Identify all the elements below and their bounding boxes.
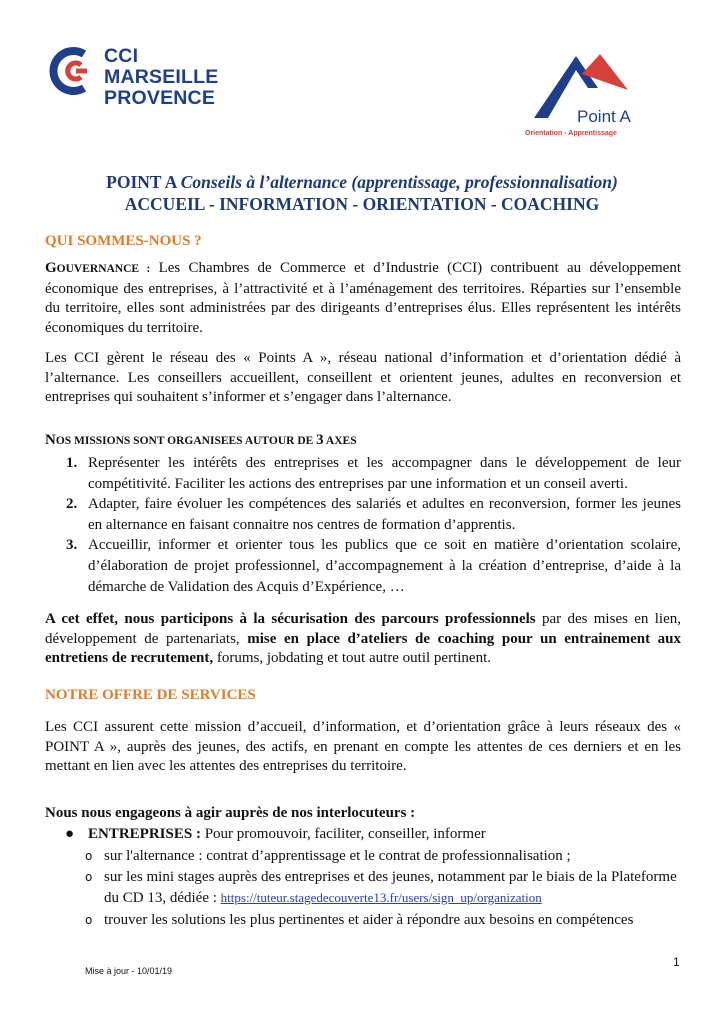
- section-heading-offre-services: NOTRE OFFRE DE SERVICES: [45, 687, 256, 703]
- bullet-entreprises-desc: Pour promouvoir, faciliter, conseiller, informer: [200, 826, 486, 842]
- gouvernance-label: [45, 260, 150, 276]
- list-item: [45, 453, 681, 494]
- offre-paragraph: Les CCI assurent cette mission d’accueil, d’information, et d’orientation grâce à leurs réseaux des « POINT A », auprès des jeunes, des actifs, en prenant en compte les attentes de ces derniers et en les mettant en lien avec les attentes des entreprises du territoire.: [45, 719, 681, 775]
- point-a-logo: [520, 50, 660, 145]
- effect-text-2: forums, jobdating et tout autre outil pertinent.: [213, 650, 491, 667]
- point-a-logo-tagline: Orientation - Apprentissage: [525, 130, 617, 137]
- list-item-number: 1.: [66, 455, 78, 471]
- list-item-text: Accueillir, informer et orienter tous les publics que ce soit en matière d’orientation scolaire, d’élaboration de projet professionnel, d’accompagnement à la création d’entreprise, d’aide à la démarche de Validation des Acquis d’Expérience, …: [88, 537, 681, 595]
- list-item-text: Adapter, faire évoluer les compétences des salariés et adultes en reconversion, former les jeunes en alternance en faisant connaitre nos centres de formation d’apprentis.: [88, 496, 681, 533]
- bullet-icon: ●: [65, 826, 75, 842]
- cci-logo-icon: [45, 42, 103, 100]
- list-item: [45, 494, 681, 535]
- list-item: [45, 535, 681, 597]
- bullet-entreprises-text: [88, 824, 486, 844]
- cci-logo-text: [104, 46, 255, 109]
- list-item-number: 2.: [66, 496, 78, 513]
- gov-label-first: G: [45, 260, 57, 276]
- cci-marseille-logo: [45, 42, 255, 109]
- circle-bullet-icon: o: [85, 913, 93, 927]
- missions-heading: [45, 431, 681, 452]
- gouvernance-text: Les Chambres de Commerce et d’Industrie (CCI) contribuent au développement économique des entreprises, à l’attractivité et à l’aménagement des territoires. Réparties sur l’ensemble du territoire, elles sont administrées par des dirigeants d’entreprises élus. Elles représentent les intérêts économiques du territoire.: [45, 260, 682, 336]
- effect-bold-1: A cet effet, nous participons à la sécurisation des parcours professionnels: [45, 611, 536, 627]
- title-prefix: POINT A: [106, 172, 181, 192]
- point-a-logo-name: Point A: [577, 107, 631, 126]
- list-item-number: 3.: [66, 537, 78, 554]
- effect-paragraph: [45, 610, 681, 669]
- cd13-platform-link[interactable]: https://tuteur.stagedecouverte13.fr/users/sign_up/organization: [220, 889, 542, 905]
- list-item-text: Représenter les intérêts des entreprises et les accompagner dans le développement de leur compétitivité. Faciliter les actions des entreprises par une information et un conseil averti.: [88, 455, 681, 492]
- bullet-entreprises-label: ENTREPRISES :: [88, 826, 201, 842]
- missions-last: AXES: [323, 435, 357, 447]
- points-a-paragraph: Les CCI gèrent le réseau des « Points A », réseau national d’information et d’orientation dédié à l’alternance. Les conseillers accueillent, conseillent et orientent jeunes, adultes en reconversion et entreprises qui souhaitent s’informer et s’engager dans l’alternance.: [45, 350, 681, 406]
- sub-bullet-text: sur les mini stages auprès des entreprises et des jeunes, notamment par le biais de la Plateforme du CD 13, dédiée :: [104, 869, 677, 906]
- gouvernance-paragraph: [45, 259, 681, 338]
- missions-first: N: [45, 432, 56, 448]
- gov-label-rest: OUVERNANCE :: [56, 263, 151, 275]
- sub-bullet-text: trouver les solutions les plus pertinentes et aider à répondre aux besoins en compétences: [104, 912, 634, 928]
- section-heading-qui-sommes-nous: QUI SOMMES-NOUS ?: [45, 233, 202, 249]
- footer-update-date: Mise à jour - 10/01/19: [85, 966, 173, 976]
- missions-rest: OS MISSIONS SONT ORGANISEES AUTOUR DE: [55, 435, 317, 447]
- sub-bullet-text: sur l'alternance : contrat d’apprentissage et le contrat de professionnalisation ;: [104, 848, 571, 864]
- title-italic: Conseils à l’alternance (apprentissage, professionnalisation): [180, 172, 618, 192]
- sub-bullet-solutions: [85, 910, 682, 931]
- document-title-line1: [0, 172, 724, 193]
- sub-bullet-mini-stages: [85, 867, 682, 908]
- cci-logo-line2: PROVENCE: [104, 87, 216, 109]
- effect-bold-2: mise en place d’ateliers de coaching pour un entrainement aux entretiens de recrutement,: [45, 630, 681, 667]
- sub-bullet-alternance: [85, 846, 682, 867]
- circle-bullet-icon: o: [85, 870, 93, 884]
- effect-text-1: par des mises en lien, développement de partenariats,: [45, 611, 681, 647]
- page-number: 1: [673, 955, 680, 969]
- document-title-line2: ACCUEIL - INFORMATION - ORIENTATION - COACHING: [124, 194, 600, 214]
- cci-logo-line1: CCI MARSEILLE: [104, 45, 219, 88]
- missions-list: [45, 453, 681, 597]
- circle-bullet-icon: o: [85, 849, 93, 863]
- engagement-heading: Nous nous engageons à agir auprès de nos interlocuteurs :: [45, 805, 416, 821]
- missions-num: 3: [316, 432, 324, 448]
